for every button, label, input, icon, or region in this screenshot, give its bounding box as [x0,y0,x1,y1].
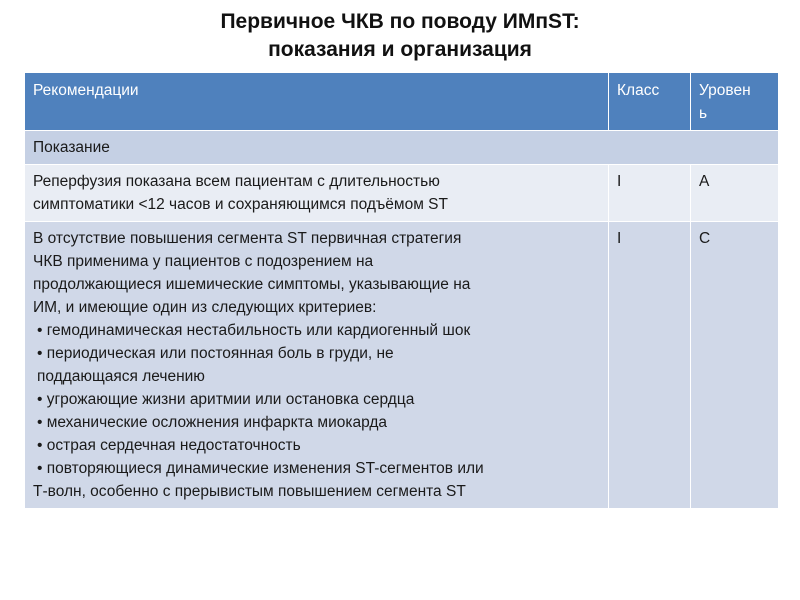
title-line-2: показания и организация [268,38,532,61]
header-level-line-2: ь [699,105,708,122]
header-class: Класс [609,73,691,131]
text-line: Реперфузия показана всем пациентам с длительностью [33,173,440,190]
level-cell: C [691,222,779,509]
header-level [691,73,779,131]
table-row [25,165,779,222]
text-line: ИМ, и имеющие один из следующих критериев: [33,299,377,316]
text-line: В отсутствие повышения сегмента ST первичная стратегия [33,230,462,247]
criteria-bullet: • угрожающие жизни аритмии или остановка сердца [37,391,415,408]
title-line-1: Первичное ЧКВ по поводу ИМпST: [220,10,580,33]
section-label: Показание [25,131,779,165]
criteria-bullet: • гемодинамическая нестабильность или кардиогенный шок [37,322,471,339]
text-line: симптоматики <12 часов и сохраняющимся подъёмом ST [33,196,448,213]
table-header-row [25,73,779,131]
class-cell: I [609,222,691,509]
criteria-bullet: • повторяющиеся динамические изменения ST-сегментов или [37,460,484,477]
recommendation-text [25,165,609,222]
slide-title [0,8,800,64]
class-cell: I [609,165,691,222]
header-recommendations: Рекомендации [25,73,609,131]
level-cell: A [691,165,779,222]
header-level-line-1: Уровен [699,82,751,99]
table-row [25,222,779,509]
criteria-bullet-continuation: Т-волн, особенно с прерывистым повышением сегмента ST [33,483,466,500]
criteria-bullet: • механические осложнения инфаркта миокарда [37,414,388,431]
section-row [25,131,779,165]
text-line: ЧКВ применима у пациентов с подозрением на [33,253,374,270]
criteria-bullet: • острая сердечная недостаточность [37,437,301,454]
text-line: продолжающиеся ишемические симптомы, указывающие на [33,276,471,293]
criteria-bullet-continuation: поддающаяся лечению [37,368,205,385]
criteria-bullet: • периодическая или постоянная боль в груди, не [37,345,394,362]
recommendation-text [25,222,609,509]
recommendations-table [24,72,779,509]
